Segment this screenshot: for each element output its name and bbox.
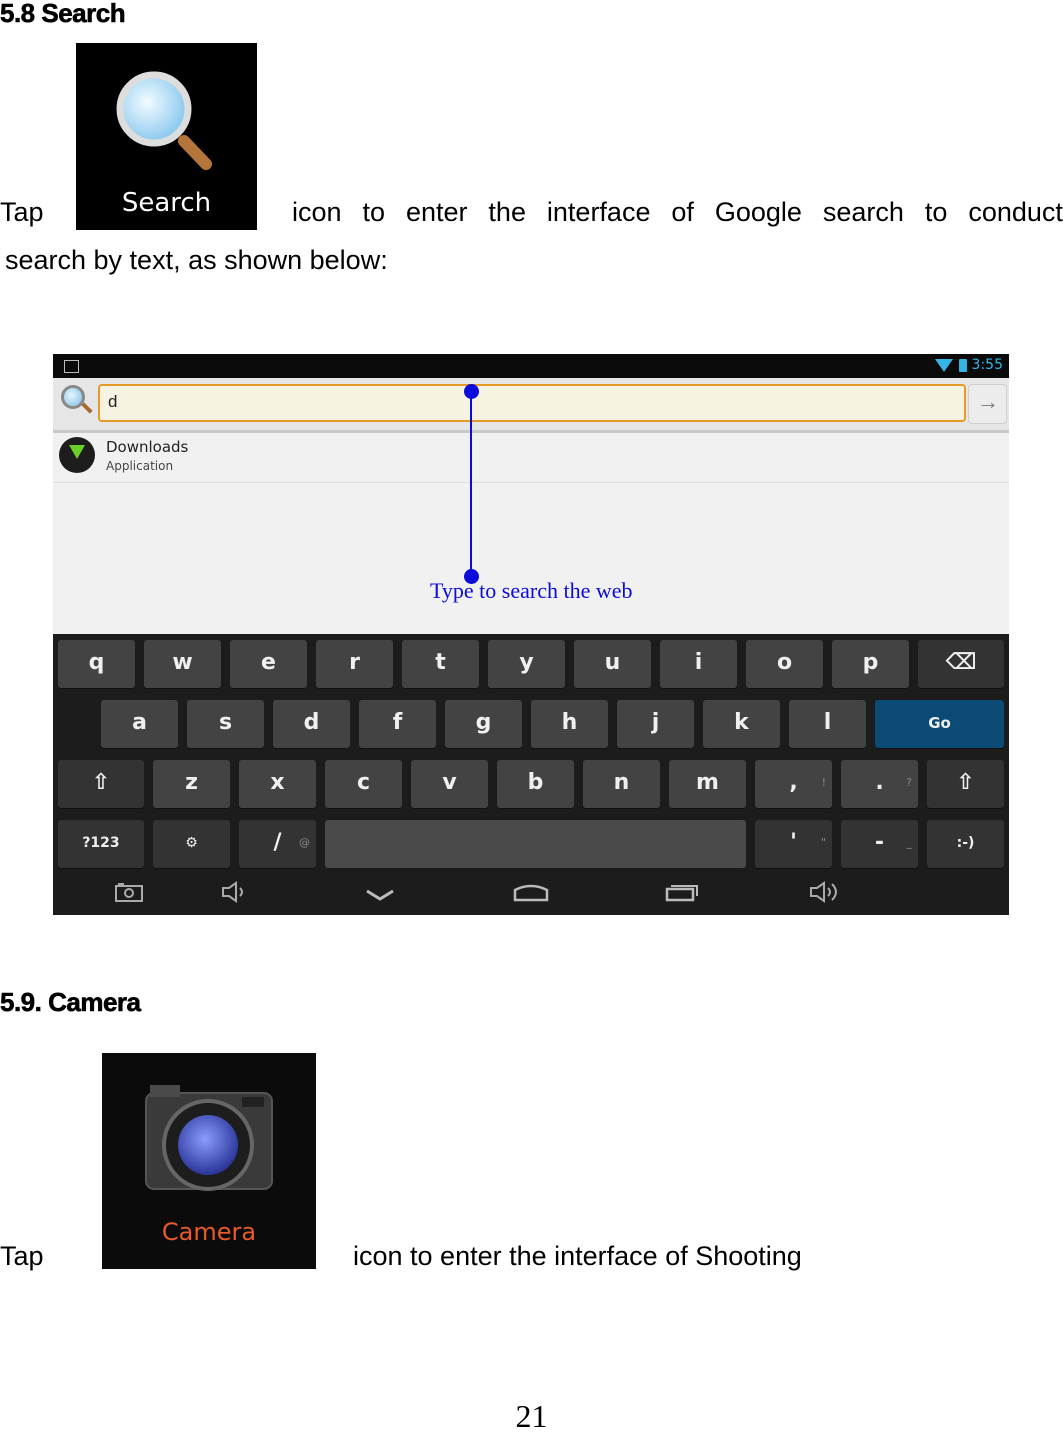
battery-icon [959, 359, 967, 372]
key-k[interactable]: k [703, 700, 780, 748]
key-w[interactable]: w [144, 640, 221, 688]
home-icon[interactable] [513, 884, 549, 902]
symbols-key[interactable]: ?123 [58, 820, 144, 868]
section-heading-camera: 5.9. Camera [0, 987, 141, 1017]
annotation-dot-top [464, 384, 479, 399]
annotation-line [470, 391, 472, 576]
go-key[interactable]: Go [875, 700, 1004, 748]
key-e[interactable]: e [230, 640, 307, 688]
annotation-label: Type to search the web [430, 578, 633, 603]
search-source-icon[interactable] [61, 385, 85, 409]
key-p[interactable]: p [832, 640, 909, 688]
key-r[interactable]: r [316, 640, 393, 688]
paragraph-line-2: search by text, as shown below: [5, 245, 388, 275]
suggestion-subtitle: Application [106, 459, 174, 473]
camera-app-icon [102, 1053, 316, 1269]
gallery-notification-icon [64, 360, 79, 373]
camera-lens-icon [102, 1053, 316, 1223]
key-apostrophe[interactable]: ' " [755, 820, 832, 868]
tap-word: Tap [0, 197, 44, 227]
search-query: d [108, 392, 118, 411]
wifi-icon [935, 359, 953, 372]
google-search-screenshot [53, 354, 1009, 915]
key-i[interactable]: i [660, 640, 737, 688]
key-c[interactable]: c [325, 760, 402, 808]
key-s[interactable]: s [187, 700, 264, 748]
status-bar [53, 354, 1009, 378]
key-slash[interactable]: / @ [239, 820, 316, 868]
camera-icon[interactable] [115, 882, 143, 902]
key-d[interactable]: d [273, 700, 350, 748]
paragraph-line-1: icon to enter the interface of Google search to conduct [292, 197, 1063, 227]
page-number: 21 [515, 1398, 548, 1434]
key-b[interactable]: b [497, 760, 574, 808]
search-bar [53, 378, 1009, 433]
key-v[interactable]: v [411, 760, 488, 808]
camera-paragraph: icon to enter the interface of Shooting [353, 1241, 802, 1271]
key-q[interactable]: q [58, 640, 135, 688]
volume-up-icon[interactable] [809, 881, 843, 903]
key-dash[interactable]: - _ [841, 820, 918, 868]
backspace-key[interactable]: ⌫ [918, 640, 1004, 688]
key-l[interactable]: l [789, 700, 866, 748]
suggestion-item[interactable] [53, 433, 1009, 483]
search-icon-label: Search [121, 188, 212, 218]
back-icon[interactable] [365, 888, 395, 902]
camera-icon-label: Camera [161, 1218, 257, 1246]
spacebar[interactable] [325, 820, 746, 868]
search-input[interactable] [98, 384, 966, 422]
section-heading-search: 5.8 Search [0, 0, 126, 28]
key-m[interactable]: m [669, 760, 746, 808]
key-f[interactable]: f [359, 700, 436, 748]
key-u[interactable]: u [574, 640, 651, 688]
shift-key-right[interactable]: ⇧ [927, 760, 1004, 808]
smiley-key[interactable]: :-) [927, 820, 1004, 868]
status-time: 3:55 [971, 357, 1003, 373]
key-comma[interactable]: , ! [755, 760, 832, 808]
magnifier-icon [76, 43, 257, 193]
volume-down-icon[interactable] [221, 881, 249, 903]
soft-keyboard [53, 634, 1009, 915]
key-o[interactable]: o [746, 640, 823, 688]
key-x[interactable]: x [239, 760, 316, 808]
key-g[interactable]: g [445, 700, 522, 748]
key-a[interactable]: a [101, 700, 178, 748]
key-z[interactable]: z [153, 760, 230, 808]
key-n[interactable]: n [583, 760, 660, 808]
tap-word-camera: Tap [0, 1241, 44, 1271]
recent-apps-icon[interactable] [665, 882, 699, 902]
key-period[interactable]: . ? [841, 760, 918, 808]
suggestion-title: Downloads [106, 438, 189, 456]
keyboard-settings-key[interactable]: ⚙ [153, 820, 230, 868]
key-h[interactable]: h [531, 700, 608, 748]
key-y[interactable]: y [488, 640, 565, 688]
arrow-right-icon: → [977, 389, 999, 414]
search-go-button[interactable] [968, 384, 1007, 424]
search-app-icon [76, 43, 257, 230]
key-j[interactable]: j [617, 700, 694, 748]
shift-key-left[interactable]: ⇧ [58, 760, 144, 808]
key-t[interactable]: t [402, 640, 479, 688]
download-icon [59, 437, 95, 473]
